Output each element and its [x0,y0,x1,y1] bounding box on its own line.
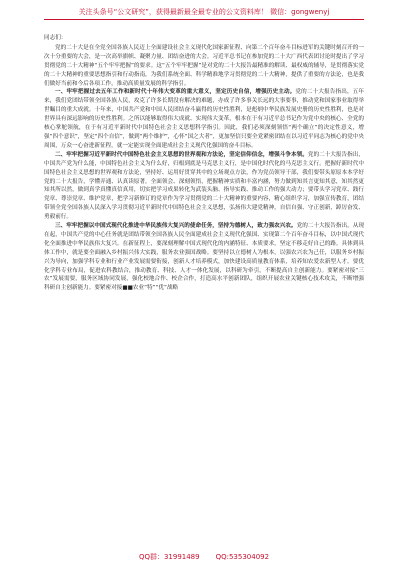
paragraph-body: 党的二十大报告指出，从现在起，中国共产党的中心任务就是团结带领全国各族人民全面建成社会主义现代化强国、实现第二个百年奋斗目标，以中国式现代化全面推进中华民族伟大复兴。在新征程上，要深刻理解中国式现代化的内涵特征、本质要求，坚定不移走好自己的路。具体到具体工作中，就是要全面融入乡村振兴伟大实践，服务农业强国战略。要坚持以立德树人为根本，以强农兴农为己任，以服务乡村振兴为导向，加强学科专业和行业产业发展需要衔接，创新人才培养模式，加快建设高质量教育体系，培养知农爱农新型人才。要优化学科专业布局，促进农科教结合，推动教育、科技、人才一体化发展，以科研为牵引，不断提高自主创新能力。要紧密对接“三农”发展需要，服务区域协同发展，强化校地合作、校企合作，打造高水平创新团队，组织开展农业关键核心技术攻关，不断增强科研自主创新能力。要紧密对接■■农业“特”“优”战略 [44,223,364,292]
footer-qq-group: QQ群：31991489 [138,553,200,561]
footer-qq-number: QQ:535304092 [215,553,270,561]
paragraph-section-3 [44,222,364,293]
paragraph-body: 党的二十大报告指出，五年来，我们党团结带领全国各族人民，攻克了许多长期没有解决的难题，办成了许多事关长远的大事要事，推动党和国家事业取得举世瞩目的重大成就。十年来，中国共产党和中国人民团结奋斗赢得的历史性胜利，是彪炳中华民族发展史册的历史性胜利，也是对世界具有深远影响的历史性胜利。之所以能够取得伟大成就、实现伟大变革，根本在于有习近平总书记作为党中央的核心、全党的核心掌舵领航，在于有习近平新时代中国特色社会主义思想科学指引。因此，我们必须深刻领悟“两个确立”的决定性意义，增强“四个意识”，坚定“四个自信”，做到“两个维护”，心怀“国之大者”，更加坚信只要全党紧密团结在以习近平同志为核心的党中央周围，万众一心奋进新征程，就一定能实现全面建成社会主义现代化强国的奋斗目标。 [44,89,364,149]
page-header [0,8,408,17]
page-footer [0,552,408,562]
section-heading: 三、牢牢把握以中国式现代化推进中华民族伟大复兴的使命任务，坚持为德树人，致力强农兴农。 [55,223,297,230]
section-heading: 一、牢牢把握过去五年工作和新时代十年伟大变革的重大意义，坚定历史自信，增强历史主动。 [55,89,296,96]
paragraph-section-2 [44,151,364,222]
paragraph-body: 党的二十大是在全党全国各族人民迈上全面建设社会主义现代化国家新征程、向第二个百年奋斗目标进军的关键时刻召开的一次十分重要的大会，是一次高举旗帜、凝聚力量、团结奋进的大会。习近平总书记在参加党的二十大广西代表团讨论时提出了学习贯彻党的二十大精神“五个牢牢把握”的要求。这“五个牢牢把握”是对党的二十大报告最精准的解读、最权威的辅导，是贯彻落实党的二十大精神的重要思想指引和行动指南，为我们系统全面、科学精准地学习贯彻党的二十大精神，提供了重要的方法论，也是我们做好当前和今后各项工作，推动高质量发展的科学指引。 [44,44,364,87]
paragraph-intro [44,44,364,89]
header-promo-text: 关注头条号“公文研究”，获得最新最全最专业的公文资料库！ 微信：gongwenyj [78,8,330,16]
paragraph-body: 党的二十大报告指出，中国共产党为什么能，中国特色社会主义为什么好，归根到底是马克思主义行，是中国化时代化的马克思主义行。把握好新时代中国特色社会主义思想的世界观和方法论，坚持好、运用好贯穿其中的立场观点方法，作为党员领导干部，我们要带头原原本本学好党的二十大报告，学懂弄通、认真读原著，全面领会、深刻领悟，把握精神实质和丰富内涵，努力做到知其言更知其意，知其然更知其所以然，做到真学真懂真信真用，切实把学习成果转化为武装头脑、指导实践、推动工作的强大动力；要带头学习党章、践行党章、尊崇党章、维护党章，把学习新修订的党章作为学习贯彻党的二十大精神的重要内容，精心组织学习，加强宣传教育，团结带领全党全国各族人民深入学习贯彻习近平新时代中国特色社会主义思想，弘扬伟大建党精神，自信自强、守正创新，踔厉奋发、勇毅前行。 [44,151,364,221]
section-heading: 二、牢牢把握习近平新时代中国特色社会主义思想的世界观和方法论，坚定信仰信念，增强斗争本领。 [55,151,308,158]
paragraph-section-1 [44,88,364,150]
document-body [44,34,364,534]
header-rule [44,19,364,20]
greeting: 同志们： [44,35,67,41]
